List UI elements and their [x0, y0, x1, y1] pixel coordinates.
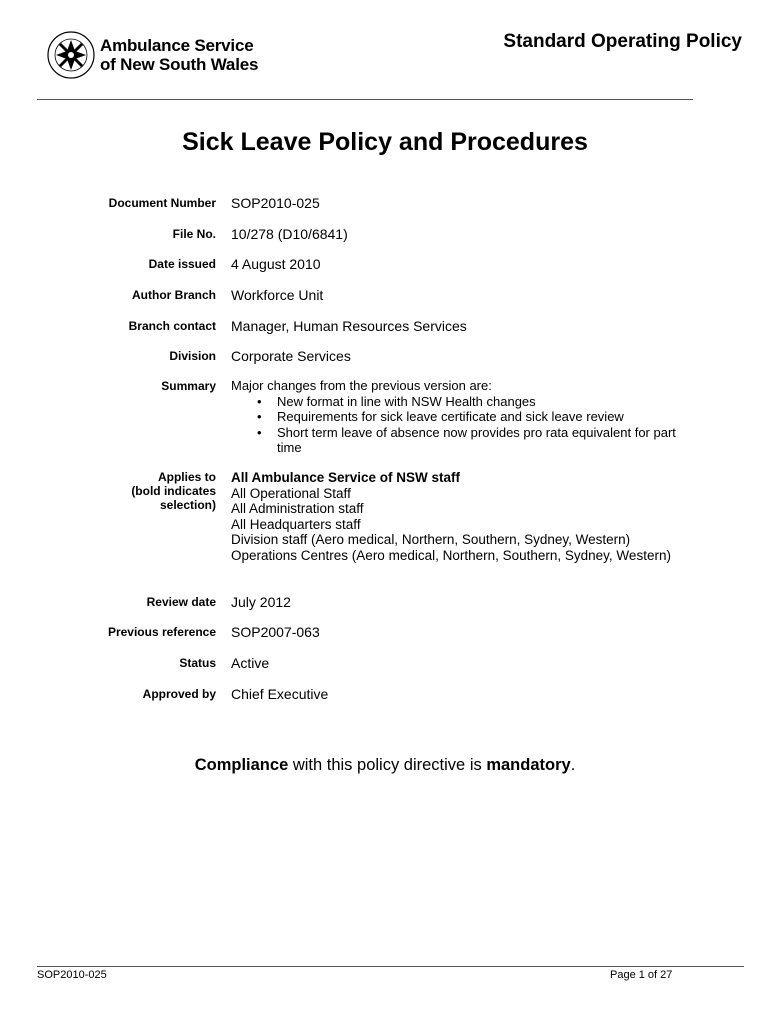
compliance-word: Compliance	[194, 756, 289, 774]
applies-to-label	[131, 470, 216, 512]
meta-value: Workforce Unit	[231, 287, 324, 303]
meta-label: Author Branch	[132, 288, 216, 302]
meta-value: 10/278 (D10/6841)	[231, 226, 348, 242]
maltese-cross-seal-icon	[46, 30, 96, 80]
compliance-text: with this policy directive is	[288, 756, 487, 774]
header-divider	[37, 99, 693, 100]
applies-label-line: (bold indicates	[131, 484, 216, 498]
list-item: • Requirements for sick leave certificate and sick leave review	[231, 409, 697, 425]
footer-divider	[37, 966, 744, 967]
page-number: Page 1 of 27	[610, 969, 673, 981]
meta-label: File No.	[172, 227, 216, 241]
meta-label: Status	[179, 656, 216, 670]
meta-label: Summary	[161, 379, 216, 393]
applies-to-list	[231, 470, 671, 563]
summary-bullet-list	[231, 394, 697, 456]
list-item: Operations Centres (Aero medical, Northern, Southern, Sydney, Western)	[231, 547, 671, 563]
summary-intro: Major changes from the previous version are:	[231, 378, 492, 393]
doc-type-heading: Standard Operating Policy	[503, 31, 742, 52]
list-item: All Administration staff	[231, 501, 364, 516]
meta-value: 4 August 2010	[231, 256, 321, 272]
footer-doc-number: SOP2010-025	[37, 969, 107, 981]
list-item: Division staff (Aero medical, Northern, Southern, Sydney, Western)	[231, 532, 631, 547]
meta-value: Active	[231, 655, 270, 671]
meta-value: July 2012	[231, 594, 291, 610]
applies-label-line: Applies to	[157, 470, 216, 484]
meta-label: Document Number	[108, 196, 216, 210]
meta-value: SOP2007-063	[231, 624, 320, 640]
meta-value: Manager, Human Resources Services	[231, 318, 467, 334]
meta-label: Review date	[146, 595, 216, 609]
meta-value: Chief Executive	[231, 686, 329, 702]
mandatory-word: mandatory	[486, 756, 571, 774]
meta-label: Previous reference	[107, 625, 216, 639]
meta-label: Division	[169, 349, 216, 363]
summary-content	[231, 378, 697, 456]
page-title: Sick Leave Policy and Procedures	[182, 128, 588, 156]
applies-label-line: selection)	[159, 498, 216, 512]
compliance-end: .	[570, 756, 576, 774]
list-item: • New format in line with NSW Health changes	[231, 394, 697, 410]
meta-label: Date issued	[148, 257, 216, 271]
list-item: All Ambulance Service of NSW staff	[231, 470, 461, 485]
list-item: All Headquarters staff	[231, 516, 361, 532]
meta-value: SOP2010-025	[231, 195, 320, 211]
compliance-statement	[0, 756, 770, 775]
meta-label: Approved by	[142, 687, 216, 701]
meta-label: Branch contact	[128, 319, 216, 333]
meta-value: Corporate Services	[231, 348, 351, 364]
list-item: • Short term leave of absence now provides pro rata equivalent for part time	[231, 425, 697, 456]
brand-line-2: of New South Wales	[100, 55, 259, 74]
brand-line-1: Ambulance Service	[100, 36, 254, 55]
brand-name	[100, 36, 258, 74]
list-item: All Operational Staff	[231, 485, 351, 501]
